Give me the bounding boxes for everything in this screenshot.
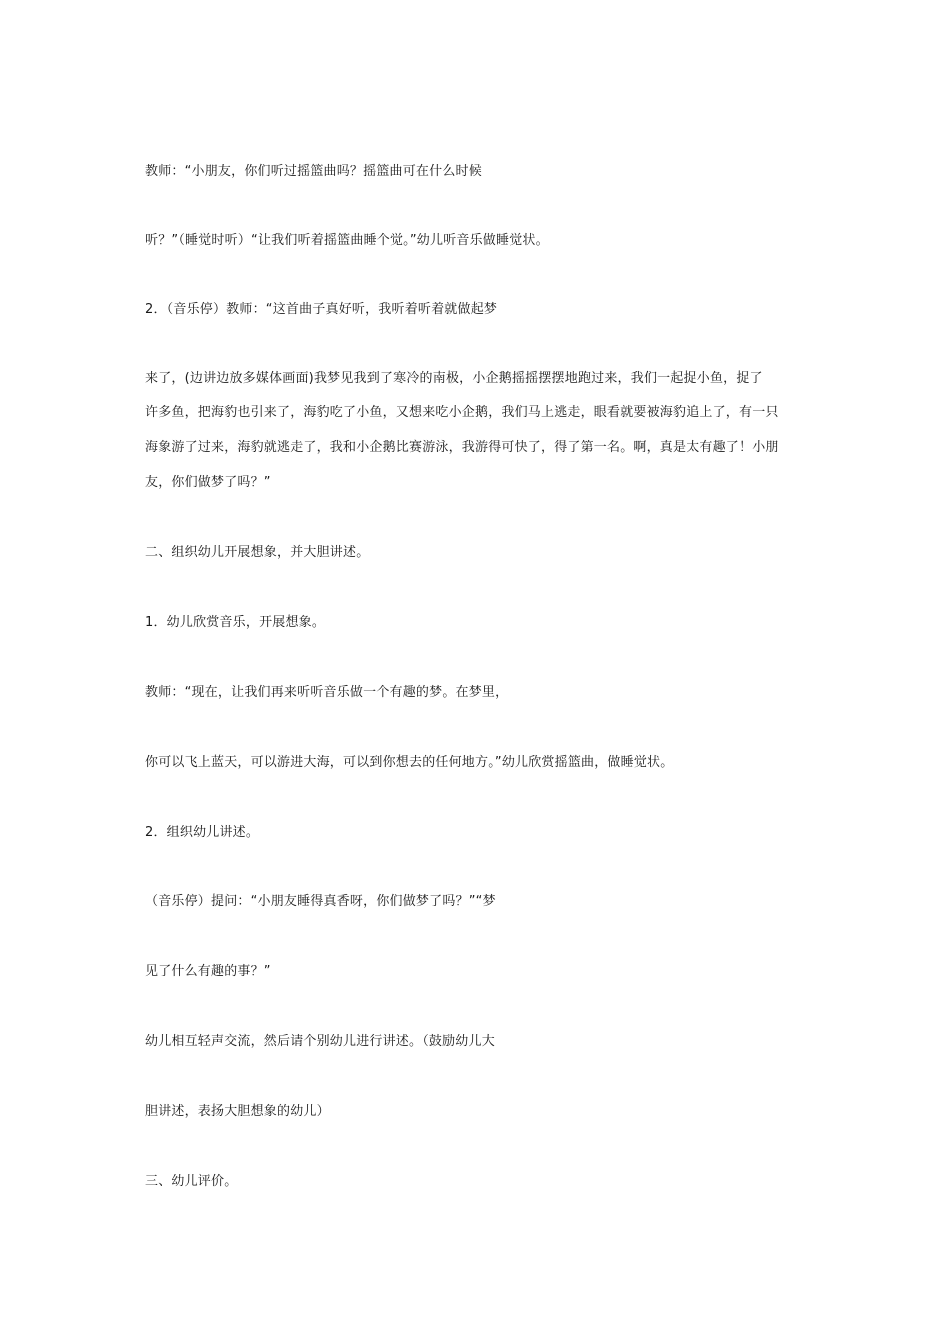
paragraph-exchange-cont: 胆讲述，表扬大胆想象的幼儿）	[145, 1104, 330, 1119]
paragraph-step-2-intro: 2．（音乐停）教师：“这首曲子真好听，我听着听着就做起梦	[145, 302, 498, 317]
paragraph-imagine: 你可以飞上蓝天，可以游进大海，可以到你想去的任何地方。”幼儿欣赏摇篮曲，做睡觉状。	[145, 755, 674, 770]
paragraph-dream-line-1: 来了，(边讲边放多媒体画面)我梦见我到了寒冷的南极，小企鹅摇摇摆摆地跑过来，我们一起捉小鱼，捉了	[145, 371, 763, 386]
paragraph-step-2: 2．组织幼儿讲述。	[145, 825, 260, 840]
paragraph-sleep-answer: 听？”（睡觉时听）“让我们听着摇篮曲睡个觉。”幼儿听音乐做睡觉状。	[145, 233, 549, 248]
paragraph-dream-line-4: 友，你们做梦了吗？”	[145, 475, 271, 490]
paragraph-teacher-question: 教师：“小朋友，你们听过摇篮曲吗？摇篮曲可在什么时候	[145, 164, 482, 179]
paragraph-question-cont: 见了什么有趣的事？”	[145, 964, 271, 979]
section-heading-3: 三、幼儿评价。	[145, 1174, 238, 1189]
paragraph-dream-line-3: 海象游了过来，海豹就逃走了，我和小企鹅比赛游泳，我游得可快了，得了第一名。啊，真是太有趣了！小朋	[145, 440, 779, 455]
paragraph-question: （音乐停）提问：“小朋友睡得真香呀，你们做梦了吗？”“梦	[145, 894, 496, 909]
paragraph-dream-line-2: 许多鱼，把海豹也引来了，海豹吃了小鱼，又想来吃小企鹅，我们马上逃走，眼看就要被海豹追上了，有一只	[145, 405, 779, 420]
section-heading-2: 二、组织幼儿开展想象，并大胆讲述。	[145, 545, 370, 560]
paragraph-teacher-now: 教师：“现在，让我们再来听听音乐做一个有趣的梦。在梦里，	[145, 685, 509, 700]
paragraph-step-1: 1．幼儿欣赏音乐，开展想象。	[145, 615, 326, 630]
paragraph-exchange: 幼儿相互轻声交流，然后请个别幼儿进行讲述。（鼓励幼儿大	[145, 1034, 495, 1049]
